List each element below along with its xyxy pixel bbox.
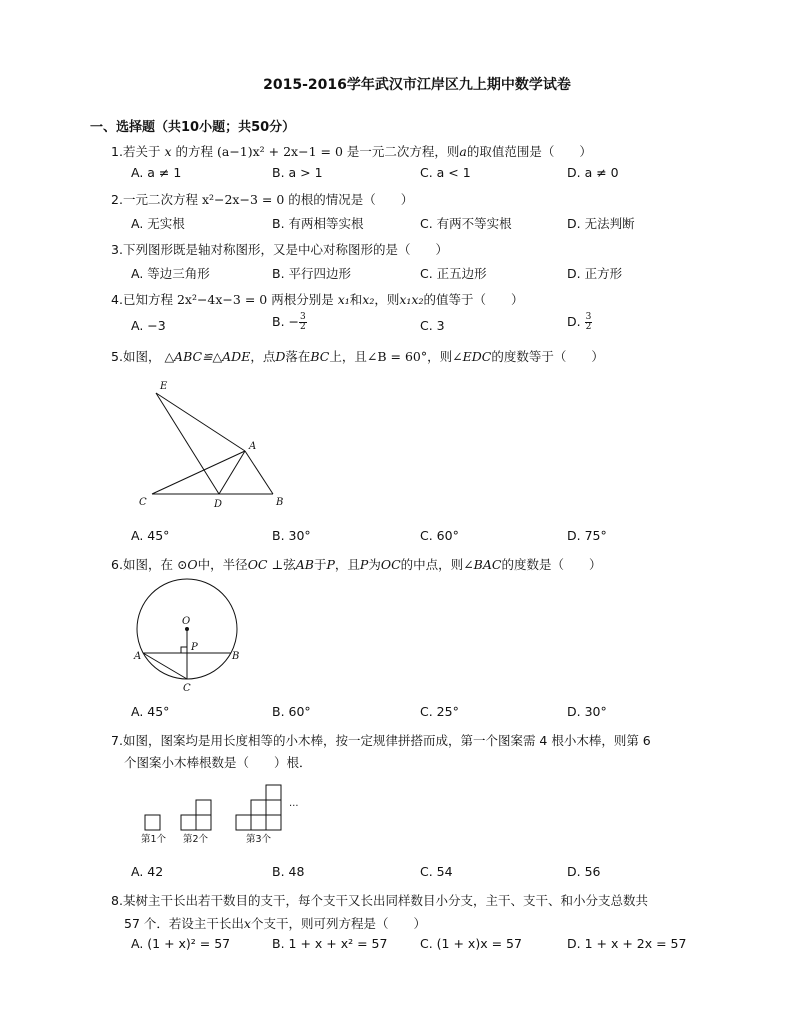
q5-option-c[interactable]: C. 60° xyxy=(420,528,459,543)
question-5: 5.如图， △ABC≌△ADE，点D落在BC上，且∠B = 60°，则∠EDC的度数等于（ ） xyxy=(111,349,604,364)
label-b: B xyxy=(276,497,284,508)
q2-option-b[interactable]: B. 有两相等实根 xyxy=(272,216,364,231)
pattern-label-1: 第1个 xyxy=(141,834,167,845)
question-3: 3.下列图形既是轴对称图形，又是中心对称图形的是（ ） xyxy=(111,242,448,257)
edge-ca xyxy=(152,451,245,494)
pattern-1 xyxy=(145,815,160,830)
right-angle-mark xyxy=(181,647,187,653)
question-8-line-2: 57 个．若设主干长出x个支干，则可列方程是（ ） xyxy=(124,916,426,931)
edge-ed xyxy=(156,393,219,494)
q3-option-c[interactable]: C. 正五边形 xyxy=(420,266,487,281)
q8-option-c[interactable]: C. (1 + x)x = 57 xyxy=(420,936,522,951)
stick-patterns xyxy=(145,785,281,830)
q3-option-b[interactable]: B. 平行四边形 xyxy=(272,266,352,281)
q4-option-d[interactable]: D. $\frac{3}{2}$ xyxy=(567,312,592,332)
q8-option-b[interactable]: B. 1 + x + x² = 57 xyxy=(272,936,388,951)
q4-option-a[interactable]: A. −3 xyxy=(131,318,166,333)
q6-option-c[interactable]: C. 25° xyxy=(420,704,459,719)
question-8-line-1: 8.某树主干长出若干数目的支干，每个支干又长出同样数目小分支，主干、支干、和小分支总数共 xyxy=(111,893,648,908)
label-c: C xyxy=(139,497,147,508)
pattern-ellipsis: … xyxy=(289,798,299,809)
question-1: 1.若关于 x 的方程 (a−1)x² + 2x−1 = 0 是一元二次方程，则a的取值范围是（ ） xyxy=(111,144,592,159)
q3-option-d[interactable]: D. 正方形 xyxy=(567,266,623,281)
label-d: D xyxy=(214,499,223,510)
q1-option-b[interactable]: B. a > 1 xyxy=(272,165,323,180)
q7-option-a[interactable]: A. 42 xyxy=(131,864,164,879)
page-title: 2015-2016学年武汉市江岸区九上期中数学试卷 xyxy=(263,77,571,93)
q4-option-b[interactable]: B. − $\frac{3}{2}$ xyxy=(272,312,306,332)
question-7-line-1: 7.如图，图案均是用长度相等的小木棒，按一定规律拼搭而成，第一个图案需 4 根小木棒，则第 6 xyxy=(111,733,651,748)
q2-option-c[interactable]: C. 有两不等实根 xyxy=(420,216,512,231)
q8-option-d[interactable]: D. 1 + x + 2x = 57 xyxy=(567,936,687,951)
question-6: 6.如图，在 ⊙O中，半径OC ⊥弦AB于P，且P为OC的中点，则∠BAC的度数是（ ） xyxy=(111,557,602,572)
q7-option-b[interactable]: B. 48 xyxy=(272,864,305,879)
q1-option-c[interactable]: C. a < 1 xyxy=(420,165,471,180)
label-b2: B xyxy=(232,651,240,662)
q6-option-b[interactable]: B. 60° xyxy=(272,704,311,719)
label-p: P xyxy=(191,642,198,653)
label-a2: A xyxy=(134,651,142,662)
q2-option-a[interactable]: A. 无实根 xyxy=(131,216,185,231)
edge-ea xyxy=(156,393,245,451)
label-e: E xyxy=(160,381,168,392)
question-2: 2.一元二次方程 x²−2x−3 = 0 的根的情况是（ ） xyxy=(111,192,414,207)
q7-option-c[interactable]: C. 54 xyxy=(420,864,453,879)
q7-option-d[interactable]: D. 56 xyxy=(567,864,601,879)
q6-option-a[interactable]: A. 45° xyxy=(131,704,170,719)
label-c2: C xyxy=(183,683,191,694)
pattern-label-3: 第3个 xyxy=(246,834,272,845)
q8-option-a[interactable]: A. (1 + x)² = 57 xyxy=(131,936,231,951)
pattern-label-2: 第2个 xyxy=(183,834,209,845)
section-heading: 一、选择题（共10小题；共50分） xyxy=(90,120,296,135)
edge-ab xyxy=(245,451,273,494)
q5-option-b[interactable]: B. 30° xyxy=(272,528,311,543)
q3-option-a[interactable]: A. 等边三角形 xyxy=(131,266,210,281)
q2-option-d[interactable]: D. 无法判断 xyxy=(567,216,635,231)
label-a: A xyxy=(249,441,257,452)
q5-option-d[interactable]: D. 75° xyxy=(567,528,607,543)
center-dot xyxy=(185,627,189,631)
q1-option-a[interactable]: A. a ≠ 1 xyxy=(131,165,182,180)
segment-ac xyxy=(143,653,187,679)
question-7-line-2: 个图案小木棒根数是（ ）根． xyxy=(124,755,312,770)
q4-option-c[interactable]: C. 3 xyxy=(420,318,445,333)
q1-option-d[interactable]: D. a ≠ 0 xyxy=(567,165,619,180)
label-o: O xyxy=(182,616,191,627)
q5-option-a[interactable]: A. 45° xyxy=(131,528,170,543)
q6-option-d[interactable]: D. 30° xyxy=(567,704,607,719)
question-4: 4.已知方程 2x²−4x−3 = 0 两根分别是 x₁和x₂，则x₁x₂的值等于（ ） xyxy=(111,292,524,307)
